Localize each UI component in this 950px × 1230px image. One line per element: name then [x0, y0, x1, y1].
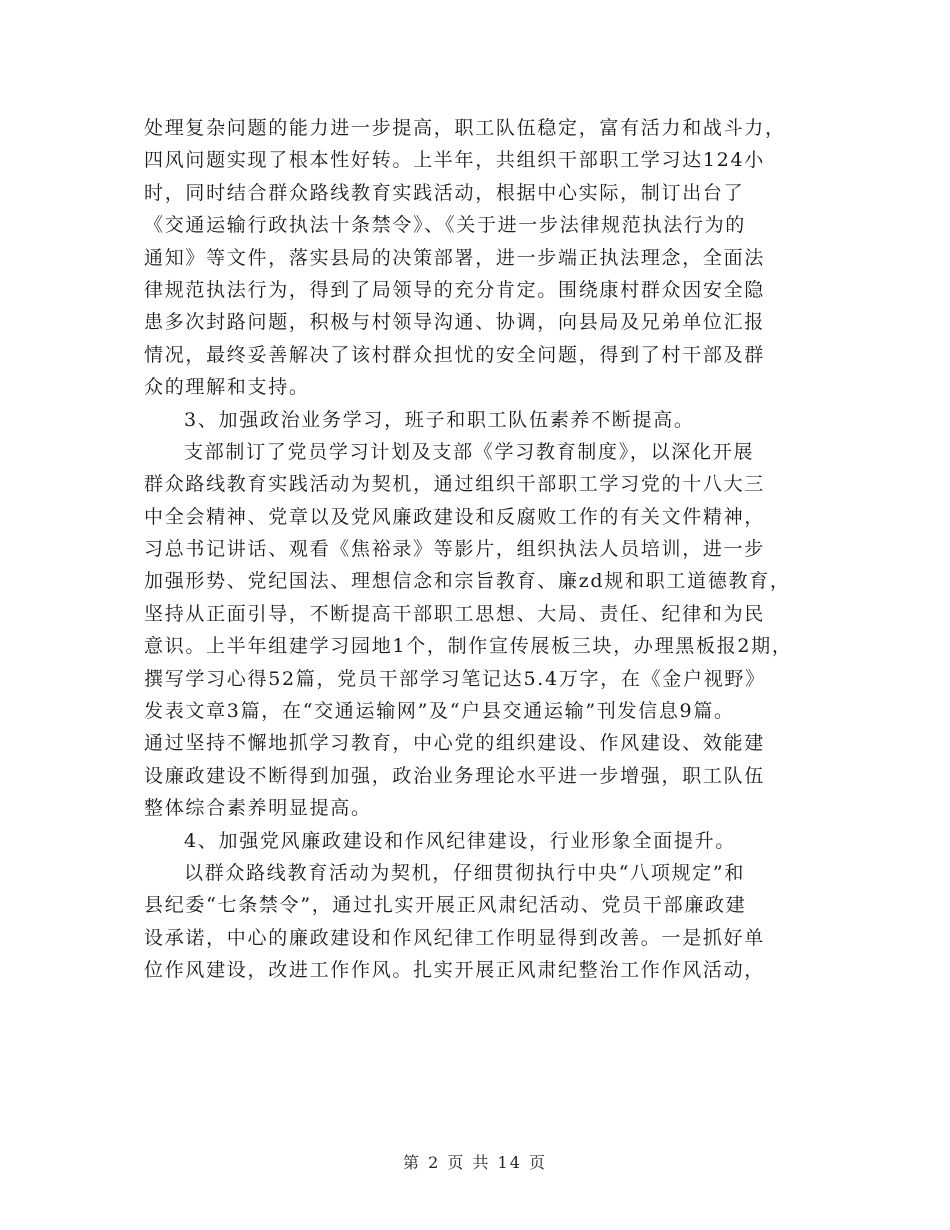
text-line: 《交通运输行政执法十条禁令》、《关于进一步法律规范执法行为的	[144, 214, 747, 237]
text-line: 发表文章3篇，在“交通运输网”及“户县交通运输”刊发信息9篇。	[144, 700, 735, 723]
paragraph-first-line: 支部制订了党员学习计划及支部《学习教育制度》，以深化开展	[184, 440, 755, 463]
text-line: 设廉政建设不断得到加强，政治业务理论水平进一步增强，职工队伍	[144, 764, 766, 787]
text-line: 习总书记讲话、观看《焦裕录》等影片，组织执法人员培训，进一步	[144, 538, 766, 561]
document-body	[144, 112, 824, 987]
text-line: 加强形势、党纪国法、理想信念和宗旨教育、廉zd规和职工道德教育，	[144, 570, 791, 593]
text-line: 通过坚持不懈地抓学习教育，中心党的组织建设、作风建设、效能建	[144, 732, 766, 755]
text-line: 意识。上半年组建学习园地1个，制作宣传展板三块，办理黑板报2期，	[144, 635, 793, 658]
text-line: 中全会精神、党章以及党风廉政建设和反腐败工作的有关文件精神，	[144, 505, 766, 528]
text-line: 患多次封路问题，积极与村领导沟通、协调，向县局及兄弟单位汇报	[144, 311, 766, 334]
text-line: 设承诺，中心的廉政建设和作风纪律工作明显得到改善。一是抓好单	[144, 926, 766, 949]
text-line: 情况，最终妥善解决了该村群众担忧的安全问题，得到了村干部及群	[144, 343, 766, 366]
text-line: 四风问题实现了根本性好转。上半年，共组织干部职工学习达124小	[144, 149, 765, 172]
section-heading-3: 3、加强政治业务学习，班子和职工队伍素养不断提高。	[184, 408, 695, 431]
page-number-footer: 第 2 页 共 14 页	[403, 1153, 547, 1172]
text-line: 县纪委“七条禁令”，通过扎实开展正风肃纪活动、党员干部廉政建	[144, 894, 747, 917]
text-line: 时，同时结合群众路线教育实践活动，根据中心实际，制订出台了	[144, 181, 745, 204]
section-heading-4: 4、加强党风廉政建设和作风纪律建设，行业形象全面提升。	[184, 829, 736, 852]
text-line: 律规范执法行为，得到了局领导的充分肯定。围绕康村群众因安全隐	[144, 278, 766, 301]
text-line: 处理复杂问题的能力进一步提高，职工队伍稳定，富有活力和战斗力，	[144, 117, 786, 139]
paragraph-first-line: 以群众路线教育活动为契机，仔细贯彻执行中央“八项规定”和	[184, 861, 746, 884]
text-line: 位作风建设，改进工作作风。扎实开展正风肃纪整治工作作风活动，	[144, 959, 766, 982]
text-line: 通知》等文件，落实县局的决策部署，进一步端正执法理念，全面法	[144, 246, 766, 269]
text-line: 撰写学习心得52篇，党员干部学习笔记达5.4万字，在《金户视野》	[144, 667, 766, 690]
text-line: 众的理解和支持。	[144, 376, 310, 399]
text-line: 群众路线教育实践活动为契机，通过组织干部职工学习党的十八大三	[144, 473, 766, 496]
text-line: 坚持从正面引导，不断提高干部职工思想、大局、责任、纪律和为民	[144, 602, 766, 625]
text-line: 整体综合素养明显提高。	[144, 797, 372, 820]
